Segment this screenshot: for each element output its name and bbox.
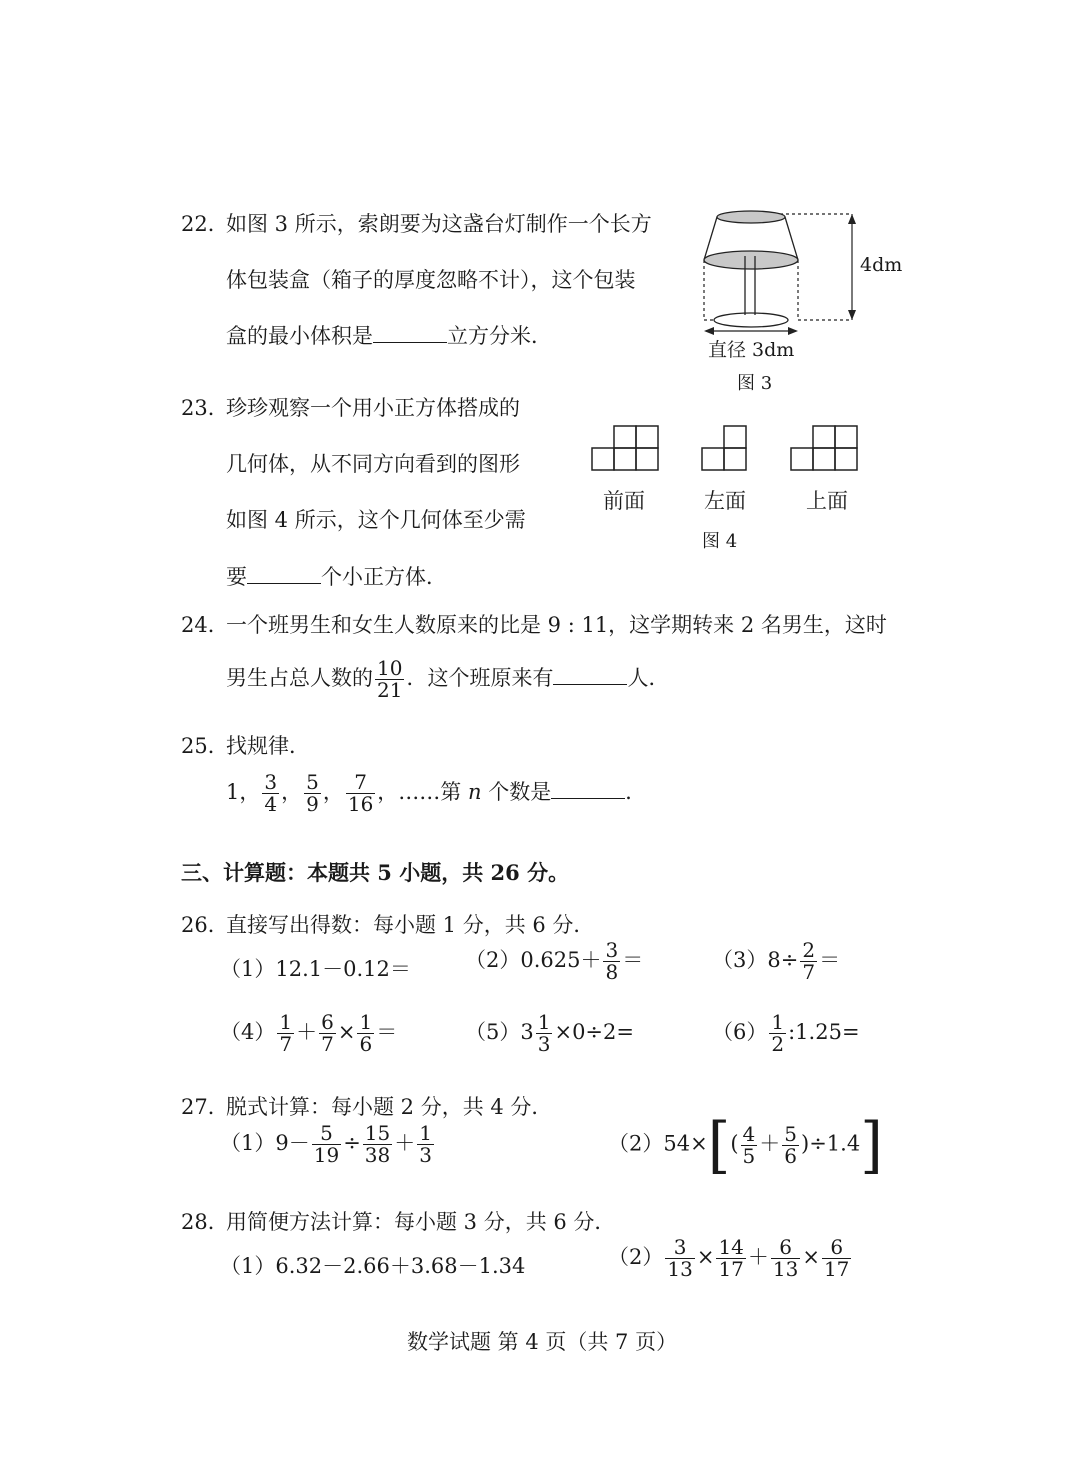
frac-num: 6 <box>321 1010 334 1034</box>
q23-line1: 珍珍观察一个用小正方体搭成的 <box>226 396 520 420</box>
operator: ÷ <box>343 1131 361 1155</box>
frac-num: 3 <box>264 770 278 794</box>
lamp-diameter-label: 直径 3dm <box>708 339 795 361</box>
figure4-caption: 图 4 <box>702 531 738 552</box>
q23-number: 23． <box>181 396 229 420</box>
frac-den: 13 <box>667 1257 693 1281</box>
frac-num: 15 <box>364 1121 391 1145</box>
frac <box>357 1012 374 1055</box>
q24-line1: 一个班男生和女生人数原来的比是 9 : 11，这学期转来 2 名男生，这时 <box>226 613 887 637</box>
q27-number: 27． <box>181 1095 229 1119</box>
q28-number: 28． <box>181 1210 229 1234</box>
frac-den: 4 <box>264 792 278 816</box>
q22-answer-blank[interactable] <box>373 324 447 343</box>
frac <box>771 1237 800 1280</box>
q28-p1: （1）6.32－2.66＋3.68－1.34 <box>220 1254 526 1278</box>
frac <box>741 1121 758 1168</box>
expr-text: （3）8÷ <box>712 948 799 972</box>
frac-num: 5 <box>784 1121 797 1146</box>
q24-frac-num: 10 <box>377 656 403 680</box>
operator: ＋ <box>747 1245 769 1269</box>
expr-text: （2）54× <box>608 1131 708 1156</box>
expr-text: （2） <box>608 1245 664 1269</box>
q26-p5 <box>465 1012 634 1055</box>
frac-den: 7 <box>321 1032 334 1056</box>
view-front-label: 前面 <box>603 489 645 513</box>
frac-den: 19 <box>313 1143 340 1167</box>
left-bracket: [ <box>707 1109 731 1181</box>
q24-number: 24． <box>181 613 229 637</box>
expr-text: （5）3 <box>465 1020 534 1044</box>
expr-text: :1.25= <box>788 1020 860 1044</box>
q24-line2a: 男生占总人数的 <box>226 666 373 690</box>
q28-p2 <box>608 1237 853 1280</box>
frac-num: 5 <box>306 770 319 794</box>
q25-title: 找规律． <box>226 734 310 758</box>
operator: ＋ <box>394 1131 416 1155</box>
q23-answer-blank[interactable] <box>247 565 321 584</box>
frac-den: 6 <box>784 1143 797 1168</box>
expr-text: ×0÷2= <box>554 1020 634 1044</box>
expr-text: ＝ <box>376 1020 398 1044</box>
q26-p3 <box>712 940 840 983</box>
figure3-caption: 图 3 <box>737 373 773 394</box>
frac-num: 1 <box>419 1121 432 1145</box>
q27-p1 <box>220 1123 436 1166</box>
operator: × <box>337 1020 356 1044</box>
q25-sequence <box>226 772 646 815</box>
frac-num: 3 <box>665 1237 694 1259</box>
frac <box>363 1123 392 1166</box>
frac-num: 1 <box>279 1010 293 1034</box>
q25-frac3 <box>346 772 375 815</box>
frac-num: 7 <box>346 772 375 794</box>
q22-line1: 如图 3 所示，索朗要为这盏台灯制作一个长方 <box>226 212 652 236</box>
q26-p2-frac <box>603 940 620 983</box>
expr-text: ＝ <box>819 948 841 972</box>
q27-title: 脱式计算：每小题 2 分，共 4 分． <box>226 1095 553 1119</box>
q26-title: 直接写出得数：每小题 1 分，共 6 分． <box>226 913 595 937</box>
q26-p2 <box>465 940 643 983</box>
frac-num: 1 <box>537 1010 551 1034</box>
q23-line2: 几何体，从不同方向看到的图形 <box>226 452 520 476</box>
q25-first: 1， <box>226 780 261 804</box>
q27-p2 <box>608 1109 883 1181</box>
operator: × <box>696 1245 715 1269</box>
q24-line2 <box>226 658 669 701</box>
frac-den: 17 <box>718 1257 744 1281</box>
q25-dots: ……第 <box>398 780 462 804</box>
view-left-label: 左面 <box>704 489 746 513</box>
expr-text: （2）0.625＋ <box>465 948 602 972</box>
right-bracket: ] <box>860 1109 883 1181</box>
expr-text: ＝ <box>622 948 644 972</box>
frac-num: 14 <box>718 1235 744 1259</box>
frac-num: 2 <box>802 938 816 962</box>
frac <box>782 1121 799 1168</box>
section3-heading: 三、计算题：本题共 5 小题，共 26 分。 <box>181 860 570 885</box>
q25-frac2 <box>304 772 321 815</box>
frac <box>312 1123 341 1166</box>
frac <box>536 1012 553 1055</box>
view-left <box>700 424 752 474</box>
sep: ， <box>322 780 344 804</box>
frac-den: 3 <box>419 1143 432 1167</box>
frac-den: 9 <box>306 792 319 816</box>
view-front <box>590 424 662 474</box>
frac-num: 6 <box>771 1237 800 1259</box>
frac-num: 4 <box>742 1121 756 1146</box>
operator: ＋ <box>296 1020 318 1044</box>
q22-line3 <box>226 320 552 350</box>
view-top-label: 上面 <box>806 489 848 513</box>
q24-line2b: ．这个班原来有 <box>406 666 554 690</box>
q23-line4 <box>226 561 447 591</box>
q28-title: 用简便方法计算：每小题 3 分，共 6 分． <box>226 1210 616 1234</box>
expr-text: )÷1.4 <box>801 1131 861 1156</box>
frac <box>417 1123 434 1166</box>
page-footer: 数学试题 第 4 页（共 7 页） <box>407 1330 678 1354</box>
frac-den: 6 <box>359 1032 373 1056</box>
q25-tail: 个数是 <box>488 780 552 804</box>
q26-p6 <box>712 1012 860 1055</box>
q22-line3a: 盒的最小体积是 <box>226 324 373 348</box>
q23-line3: 如图 4 所示，这个几何体至少需 <box>226 508 526 532</box>
sep: ， <box>281 780 303 804</box>
frac-num: 3 <box>605 938 619 962</box>
frac <box>277 1012 294 1055</box>
q24-fraction <box>375 658 404 701</box>
frac-den: 5 <box>742 1143 756 1168</box>
q22-number: 22． <box>181 212 229 236</box>
frac <box>319 1012 336 1055</box>
frac-den: 8 <box>605 960 619 984</box>
q23-line4a: 要 <box>226 565 247 589</box>
frac-den: 7 <box>279 1032 293 1056</box>
frac <box>769 1012 786 1055</box>
left-paren: ( <box>730 1131 739 1156</box>
operator: × <box>802 1245 820 1269</box>
expr-text: （1）9－ <box>220 1131 310 1155</box>
frac-den: 2 <box>771 1032 785 1056</box>
q26-p1: （1）12.1－0.12＝ <box>220 957 411 981</box>
q26-number: 26． <box>181 913 229 937</box>
frac-den: 38 <box>364 1143 391 1167</box>
q25-frac1 <box>262 772 279 815</box>
frac-num: 1 <box>771 1010 785 1034</box>
q22-line2: 体包装盒（箱子的厚度忽略不计），这个包装 <box>226 268 636 292</box>
q24-answer-blank[interactable] <box>553 666 627 685</box>
q25-end: ． <box>625 780 647 804</box>
operator: ＋ <box>759 1131 781 1156</box>
q24-line2c: 人． <box>627 666 670 690</box>
frac-den: 16 <box>347 792 374 816</box>
q25-number: 25． <box>181 734 229 758</box>
frac <box>716 1237 745 1280</box>
view-top <box>789 424 861 474</box>
sep: ， <box>377 780 399 804</box>
frac-num: 1 <box>359 1010 373 1034</box>
frac-den: 17 <box>823 1257 850 1281</box>
q24-frac-den: 21 <box>377 678 403 702</box>
q26-p4 <box>220 1012 397 1055</box>
frac-den: 7 <box>802 960 816 984</box>
q23-line4b: 个小正方体． <box>321 565 447 589</box>
frac-den: 3 <box>537 1032 551 1056</box>
lamp-height-label: 4dm <box>860 254 903 276</box>
frac-den: 13 <box>772 1257 799 1281</box>
expr-text: （4） <box>220 1020 276 1044</box>
frac <box>665 1237 694 1280</box>
q25-n: n <box>467 780 482 804</box>
q26-p3-frac <box>800 940 817 983</box>
q25-answer-blank[interactable] <box>551 780 625 799</box>
frac-num: 5 <box>312 1123 341 1145</box>
frac-num: 6 <box>822 1237 851 1259</box>
expr-text: （6） <box>712 1020 768 1044</box>
q22-line3b: 立方分米． <box>447 324 552 348</box>
frac <box>822 1237 851 1280</box>
